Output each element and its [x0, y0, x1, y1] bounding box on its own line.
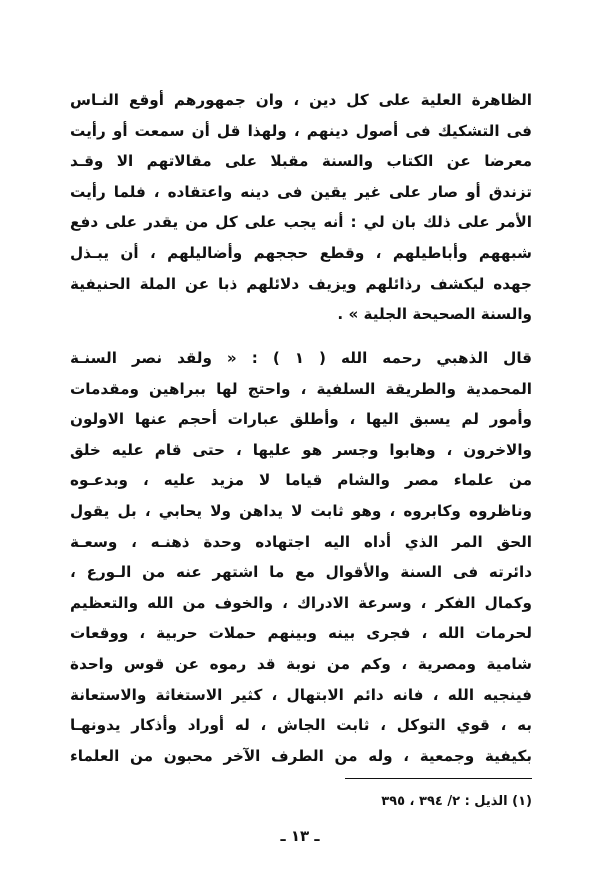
text-line: وكمال الفكر ، وسرعة الادراك ، والخوف من الله والتعظيم	[70, 593, 532, 612]
text-line: والسنة الصحيحة الجلية » .	[337, 305, 532, 324]
text-line: الظاهرة العلية على كل دين ، وان جمهورهم أوقع النـاس	[70, 91, 532, 109]
text-line: لحرمات الله ، فجرى بينه وبينهم حملات حربية ، ووقعات	[70, 624, 532, 643]
paragraph-2	[70, 343, 532, 771]
text-line: بكيفية وجمعية ، وله من الطرف الآخر محبون من العلماء	[70, 746, 532, 765]
paragraph-1	[70, 85, 532, 330]
text-line: شبههم وأباطيلهم ، وقطع حججهم وأضاليلهم ، أن يبـذل	[70, 243, 532, 262]
text-line: فينجيه الله ، فانه دائم الابتهال ، كثير الاستغاثة والاستعانة	[70, 685, 532, 704]
text-line: قال الذهبي رحمه الله ( ١ ) : « ولقد نصر السنـة	[70, 349, 532, 367]
page-number: ـ ١٣ ـ	[280, 827, 320, 845]
footnote: (١) الذيل : ٢/ ٣٩٤ ، ٣٩٥	[381, 794, 532, 809]
text-line: جهده ليكشف رذائلهم ويزيف دلائلهم ذبا عن الملة الحنيفية	[70, 274, 532, 293]
text-line: من علماء مصر والشام قياما لا مزيد عليه ، وبدعـوه	[70, 471, 532, 490]
text-line: دائرته فى السنة والأقوال مع ما اشتهر عنه من الـورع ،	[70, 563, 532, 582]
text-line: الأمر على ذلك بان لي : أنه يجب على كل من يقدر على دفع	[70, 213, 532, 232]
text-line: به ، قوي التوكل ، ثابت الجاش ، له أوراد وأذكار يدونهـا	[70, 716, 532, 735]
text-line: والاخرون ، وهابوا وجسر هو عليها ، حتى قام عليه خلق	[70, 440, 532, 459]
text-line: معرضا عن الكتاب والسنة مقبلا على مقالاتهم الا وقـد	[70, 152, 532, 171]
text-line: الحق المر الذي أداه اليه اجتهاده وحدة ذهنـه ، وسعـة	[70, 532, 532, 551]
text-line: المحمدية والطريقة السلفية ، واحتج لها ببراهين ومقدمات	[70, 379, 532, 398]
text-line: فى التشكيك فى أصول دينهم ، ولهذا قل أن سمعت أو رأيت	[70, 121, 532, 140]
text-line: تزندق أو صار على غير يقين فى دينه واعتقاده ، فلما رأيت	[70, 182, 532, 201]
footnote-separator	[345, 778, 532, 779]
text-line: وأمور لم يسبق اليها ، وأطلق عبارات أحجم عنها الاولون	[70, 410, 532, 429]
text-line: شامية ومصرية ، وكم من نوبة قد رموه عن قوس واحدة	[70, 654, 532, 673]
text-line: وناظروه وكابروه ، وهو ثابت لا يداهن ولا يحابي ، بل يقول	[70, 501, 532, 520]
